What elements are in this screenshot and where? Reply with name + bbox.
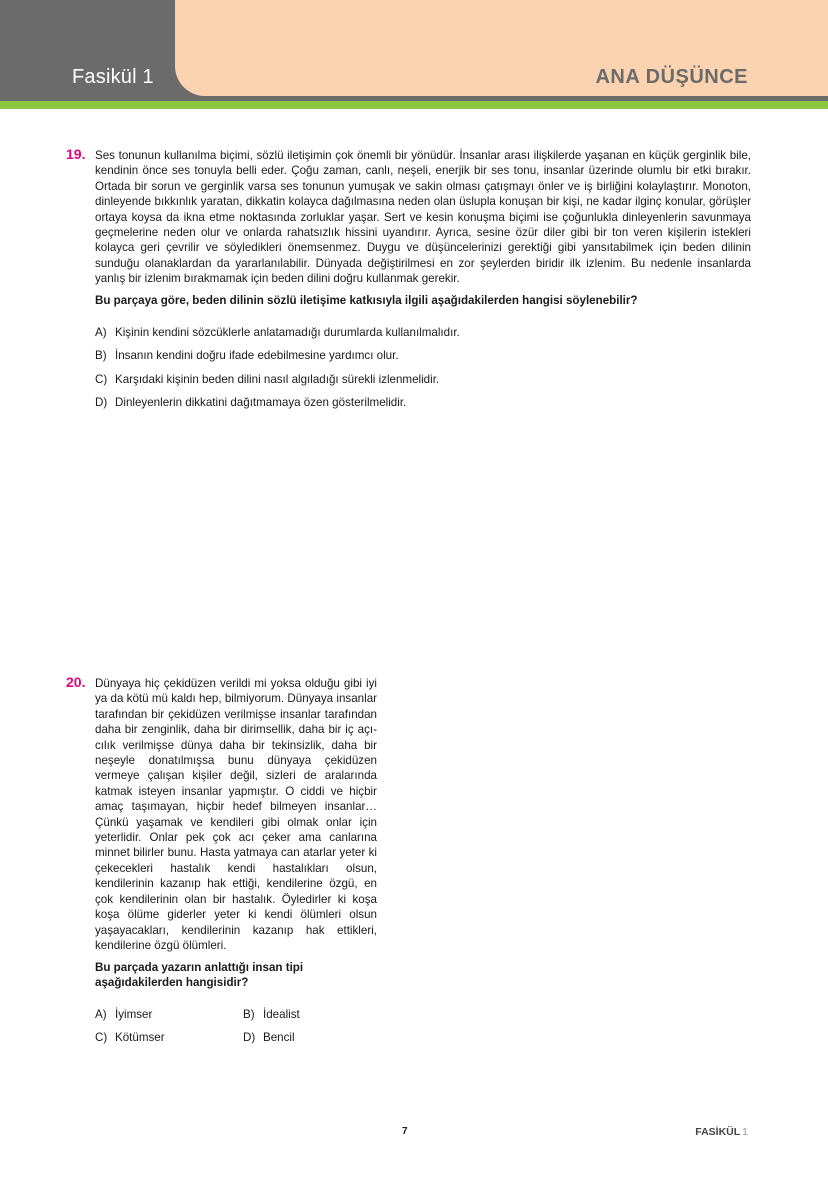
question-20-number: 20. <box>66 674 86 690</box>
option-letter: B) <box>95 349 107 362</box>
question-20-option-b[interactable] <box>243 1007 300 1022</box>
option-text: İnsanın kendini doğru ifade edebilmesine yardımcı olur. <box>115 349 399 362</box>
option-letter: A) <box>95 326 107 339</box>
option-letter: C) <box>95 373 108 386</box>
question-20-prompt: Bu parçada yazarın anlattığı insan tipi aşağıdakilerden hangisidir? <box>95 961 304 990</box>
question-19-option-c[interactable] <box>95 372 439 387</box>
option-letter: D) <box>95 396 108 409</box>
question-19-option-a[interactable] <box>95 325 460 340</box>
question-19-option-b[interactable] <box>95 348 399 363</box>
footer-brand-label: FASİKÜL <box>695 1126 741 1138</box>
option-letter: A) <box>95 1008 107 1021</box>
option-text: İyimser <box>115 1008 153 1021</box>
option-text: Dinleyenlerin dikkatini dağıtmamaya özen gösterilmelidir. <box>115 396 407 409</box>
option-text: Kötümser <box>115 1031 165 1044</box>
question-19-prompt: Bu parçaya göre, beden dilinin sözlü iletişime katkısıyla ilgili aşağıdakilerden hangisi söylenebilir? <box>95 294 638 307</box>
header-accent-stripe <box>0 101 828 109</box>
question-20-option-c[interactable] <box>95 1030 165 1045</box>
question-19-paragraph: Ses tonunun kullanılma biçimi, sözlü iletişimin çok önemli bir yönüdür. İnsanlar arası ilişkilerde yaşanan en küçük gerginlik bile, kendinin önce ses tonuyla belli eder. Çoğu zaman, canlı, neşeli, enerjik bir ses tonu, insanlar üzerinde olumlu bir etki bırakır. Ortada bir sorun ve gerginlik varsa ses tonunun yumuşak ve sakin olması çatışmayı önler ve iş birliğini kolaylaştırır. Monoton, dinleyende bıkkınlık yaratan, dikkatin kolayca dağılmasına neden olan üslupla konuşan bir kişi, ne kadar ilginç konular, görüşler ortaya koysa da ikna etme noktasında zorluklar yaşar. Sert ve kesin konuşma biçimi ise çoğunlukla dinleyenlerin savunmaya geçmelerine neden olur ve onlarda rahatsızlık hissini uyandırır. Ayrıca, sesine özür diler gibi bir ton veren kişilerin istekleri kolayca geri çevrilir ve söyledikleri önemsenmez. Duygu ve düşüncelerinizi gerektiği gibi yansıtabilmek için beden dilinin sunduğu olanaklardan da yararlanılabilir. Dünyada değiştirilmesi en zor şeylerden biridir ilk izlenim. Bu nedenle insanlarda yanlış bir izlenim bırakmamak için beden dilini doğru kullanmak gerekir. <box>95 149 751 286</box>
question-20-option-a[interactable] <box>95 1007 152 1022</box>
fascicle-label: Fasikül 1 <box>72 66 154 88</box>
section-title: ANA DÜŞÜNCE <box>595 66 748 88</box>
option-text: Karşıdaki kişinin beden dilini nasıl algıladığı sürekli izlenmelidir. <box>115 373 440 386</box>
question-19-number: 19. <box>66 146 86 162</box>
page-number: 7 <box>402 1126 408 1137</box>
option-letter: D) <box>243 1031 256 1044</box>
option-text: Bencil <box>263 1031 295 1044</box>
question-20-option-d[interactable] <box>243 1030 295 1045</box>
question-19-option-d[interactable] <box>95 395 406 410</box>
footer-brand <box>695 1126 748 1138</box>
option-letter: C) <box>95 1031 108 1044</box>
option-text: İdealist <box>263 1008 300 1021</box>
option-text: Kişinin kendini sözcüklerle anlatamadığı durumlarda kullanılmalıdır. <box>115 326 460 339</box>
question-20-paragraph: Dünyaya hiç çekidüzen verildi mi yoksa olduğu gibi iyi ya da kötü mü kaldı hep, bilmiyorum. Dünyaya insanlar tarafından bir çekidüzen verilmişse insanlar tarafından daha bir zenginlik, daha bir dirimsellik, daha bir iç açı-cılık verilmişse dünya daha bir tekinsizlik, daha bir neşeyle donatılmışsa bunu dünyaya çekidüzen vermeye çalışan kişiler değil, sizleri de aralarında katmak isteyen insanlar yapmıştır. O ciddi ve hiçbir amaç taşımayan, hiçbir hedef bilmeyen insanlar… Çünkü yaşamak ve kendileri gibi olmak onlar için yeterlidir. Onlar pek çok acı çeker ama canlarına minnet bilirler bunu. Hasta yatmaya can atarlar yeter ki çekecekleri hastalık kendi hastalıkları olsun, kendilerinin kazanıp hak ettiği, kendilerine özgü, en çok kendilerinin olan bir hastalık. Öyledirler ki koşa koşa ölüme giderler yeter ki kendi ölümleri olsun yaşayacakları, kendilerinin kazanıp hak ettikleri, kendilerine özgü ölümleri. <box>95 677 377 952</box>
footer-brand-number: 1 <box>742 1126 748 1138</box>
option-letter: B) <box>243 1008 255 1021</box>
